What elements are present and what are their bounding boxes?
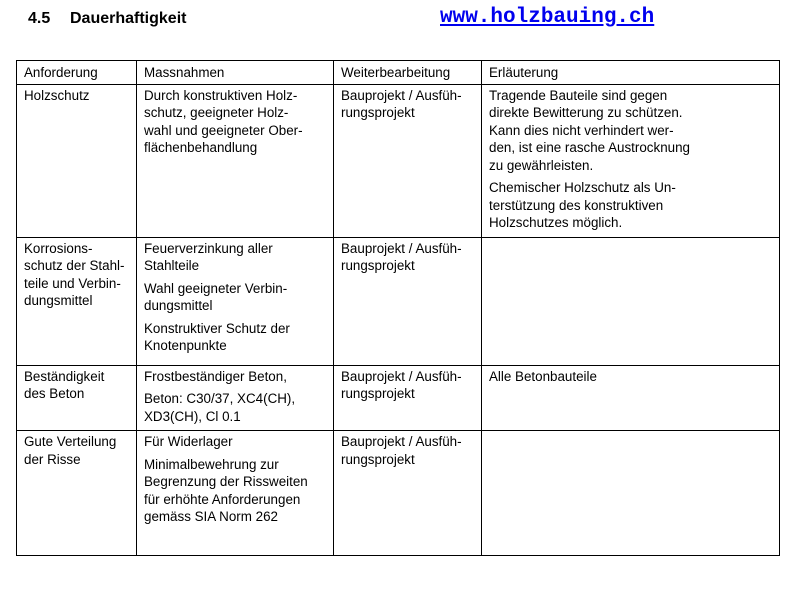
table-row bbox=[17, 237, 780, 365]
cell-paragraph: Minimalbewehrung zur Begrenzung der Rissweiten für erhöhte Anforderungen gemäss SIA Norm 262 bbox=[144, 456, 308, 524]
cell-anforderung bbox=[17, 431, 137, 556]
section-heading bbox=[28, 10, 186, 28]
cell-paragraph: Durch konstruktiven Holz- schutz, geeigneter Holz- wahl und geeigneter Ober- flächenbehandlung bbox=[144, 87, 303, 155]
cell-text: Bauprojekt / Ausfüh- rungsprojekt bbox=[341, 87, 462, 120]
cell-text: Beständigkeit des Beton bbox=[24, 368, 105, 401]
cell-anforderung bbox=[17, 84, 137, 237]
cell-weiterbearbeitung bbox=[334, 237, 482, 365]
website-link[interactable]: www.holzbauing.ch bbox=[440, 6, 655, 29]
section-title: Dauerhaftigkeit bbox=[70, 10, 187, 27]
table-row bbox=[17, 84, 780, 237]
cell-weiterbearbeitung bbox=[334, 431, 482, 556]
cell-massnahmen bbox=[137, 431, 334, 556]
cell-paragraph: Für Widerlager bbox=[144, 434, 233, 449]
cell-erlaeuterung bbox=[482, 365, 780, 431]
cell-paragraph: Feuerverzinkung aller Stahlteile bbox=[144, 240, 273, 273]
cell-erlaeuterung bbox=[482, 237, 780, 365]
cell-paragraph: Frostbeständiger Beton, bbox=[144, 368, 287, 384]
cell-massnahmen bbox=[137, 84, 334, 237]
cell-text: Bauprojekt / Ausfüh- rungsprojekt bbox=[341, 434, 462, 467]
cell-text: Holzschutz bbox=[24, 87, 90, 103]
requirements-table bbox=[16, 60, 780, 556]
table-row bbox=[17, 365, 780, 431]
cell-weiterbearbeitung bbox=[334, 84, 482, 237]
cell-paragraph: Wahl geeigneter Verbin- dungsmittel bbox=[144, 280, 288, 313]
cell-paragraph: Chemischer Holzschutz als Un- terstützung des konstruktiven Holzschutzes möglich. bbox=[489, 180, 676, 230]
header-erlaeuterung: Erläuterung bbox=[482, 61, 780, 85]
cell-text: Bauprojekt / Ausfüh- rungsprojekt bbox=[341, 240, 462, 273]
cell-paragraph: Tragende Bauteile sind gegen direkte Bewitterung zu schützen. Kann dies nicht verhindert wer- den, ist eine rasche Austrocknung zu gewährleisten. bbox=[489, 87, 690, 173]
cell-paragraph: Alle Betonbauteile bbox=[489, 368, 597, 384]
cell-text: Bauprojekt / Ausfüh- rungsprojekt bbox=[341, 368, 462, 401]
table-header-row bbox=[17, 61, 780, 85]
cell-massnahmen bbox=[137, 237, 334, 365]
cell-text: Korrosions- schutz der Stahl- teile und Verbin- dungsmittel bbox=[24, 240, 125, 308]
cell-paragraph: Beton: C30/37, XC4(CH), XD3(CH), Cl 0.1 bbox=[144, 391, 296, 424]
cell-text: Gute Verteilung der Risse bbox=[24, 434, 117, 467]
cell-massnahmen bbox=[137, 365, 334, 431]
cell-anforderung bbox=[17, 365, 137, 431]
cell-erlaeuterung bbox=[482, 431, 780, 556]
table-row bbox=[17, 431, 780, 556]
cell-erlaeuterung bbox=[482, 84, 780, 237]
cell-paragraph: Konstruktiver Schutz der Knotenpunkte bbox=[144, 320, 290, 353]
cell-anforderung bbox=[17, 237, 137, 365]
header-weiterbearbeitung: Weiterbearbeitung bbox=[334, 61, 482, 85]
header-massnahmen: Massnahmen bbox=[137, 61, 334, 85]
section-number: 4.5 bbox=[28, 10, 51, 27]
cell-weiterbearbeitung bbox=[334, 365, 482, 431]
header-anforderung: Anforderung bbox=[17, 61, 137, 85]
